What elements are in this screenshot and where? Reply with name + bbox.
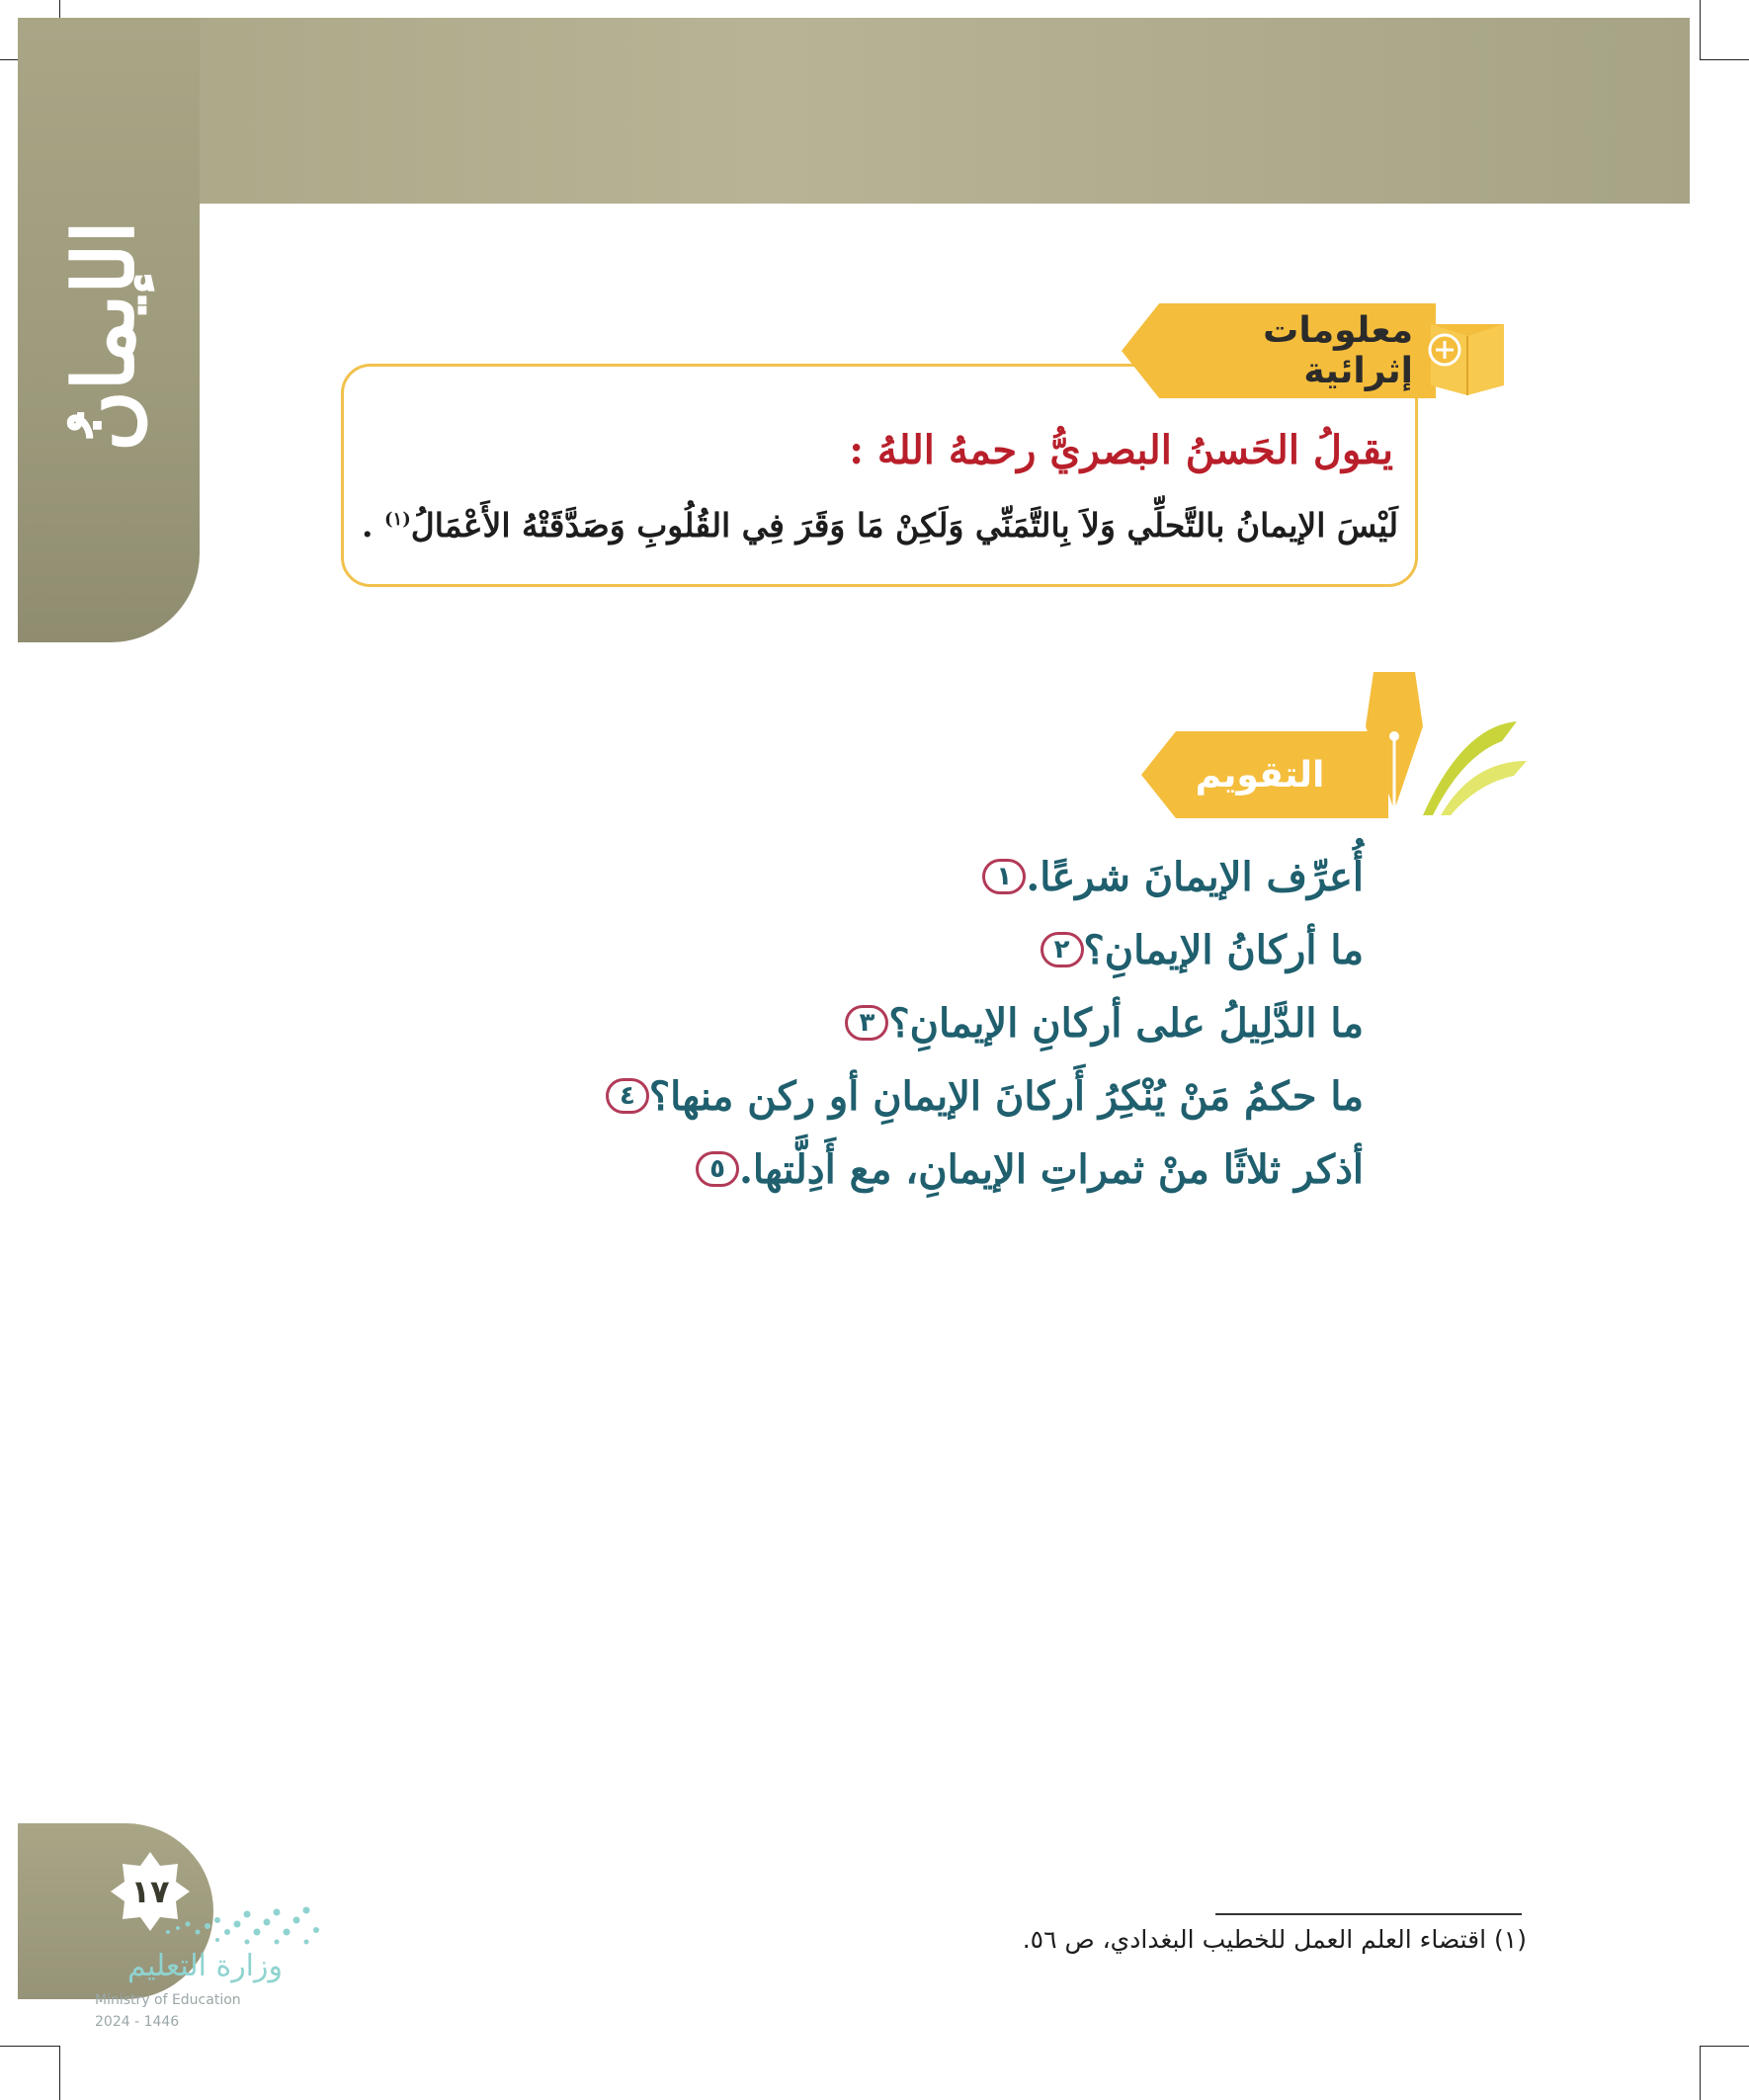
question-text: ما الدَّلِيلُ على أركانِ الإيمانِ؟ [888,999,1364,1047]
question-number: ٤ [606,1078,649,1114]
question-item [966,840,1364,913]
question-item [680,1133,1364,1206]
crop-mark [1700,2046,1749,2047]
question-number: ٢ [1041,932,1084,967]
crop-mark [1700,59,1749,60]
question-item [590,1059,1364,1133]
enrichment-tag-label: معلومات إثرائية [1263,310,1413,391]
footnote-ref: (١) [384,509,411,530]
evaluation-tag-label: التقويم [1195,754,1325,796]
question-number: ١ [982,859,1026,894]
quote-text [356,506,1398,565]
question-text: أذكر ثلاثًا منْ ثمراتِ الإيمانِ، مع أَدِلَّتها. [739,1145,1364,1193]
crop-mark [1700,0,1701,59]
question-item [1025,913,1364,986]
question-number: ٥ [696,1151,739,1187]
pen-nib-icon [1354,667,1532,825]
book-plus-icon [1413,296,1512,405]
header-band [18,18,1690,204]
ministry-name-english: Ministry of Education [95,1992,241,2008]
question-text: ما أركانُ الإيمانِ؟ [1083,926,1364,973]
footnote-text: (١) اقتضاء العلم العمل للخطيب البغدادي، ص ٥٦. [1022,1925,1527,1954]
quote-body: لَيْسَ الإيمانُ بالتَّحلِّي وَلاَ بِالتَّمَنِّي وَلَكِنْ مَا وَقَرَ فِي القُلُوبِ وَصَدَّقَتْهُ الأَعْمَالُ [410,506,1398,545]
ministry-logo-icon [158,1902,326,1947]
question-number: ٣ [845,1005,888,1041]
chapter-side-title: الإيمانُ [54,220,153,452]
quote-attribution: يقولُ الحَسنُ البصريُّ رحمهُ اللهُ : [849,427,1393,473]
ministry-year: 2024 - 1446 [95,2014,180,2030]
question-item [829,986,1364,1059]
page-number: ١٧ [130,1873,170,1910]
question-text: ما حكمُ مَنْ يُنْكِرُ أَركانَ الإيمانِ أو ركن منها؟ [648,1072,1364,1120]
ministry-name-arabic: وزارة التعليم [126,1949,283,1983]
quote-end-mark: . [362,506,374,545]
question-text: أُعرِّف الإيمانَ شرعًا. [1026,853,1364,900]
crop-mark [0,2046,59,2047]
crop-mark [1700,2046,1701,2100]
footnote-divider [1215,1913,1522,1915]
crop-mark [59,2046,60,2100]
